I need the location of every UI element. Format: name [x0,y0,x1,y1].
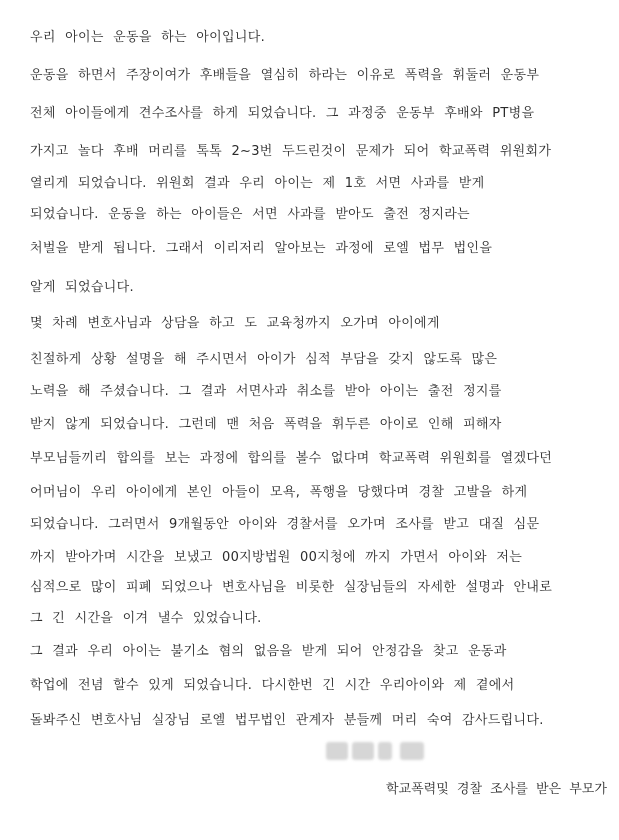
letter-line: 그 결과 우리 아이는 불기소 혐의 없음을 받게 되어 안정감을 찾고 운동과 [30,644,507,659]
letter-line: 돌봐주신 변호사님 실장님 로엘 법무법인 관계자 분들께 머리 숙여 감사드립니다. [30,713,544,728]
letter-line: 운동을 하면서 주장이여가 후배들을 열심히 하라는 이유로 폭력을 휘둘러 운동부 [30,68,540,83]
letter-line: 학업에 전념 할수 있게 되었습니다. 다시한번 긴 시간 우리아이와 제 곁에서 [30,678,515,693]
redacted-name [326,738,426,764]
letter-line: 알게 되었습니다. [30,280,134,295]
letter-line: 우리 아이는 운동을 하는 아이입니다. [30,30,266,45]
letter-line: 전체 아이들에게 견수조사를 하게 되었습니다. 그 과정중 운동부 후배와 PT병을 [30,106,535,121]
letter-line: 그 긴 시간을 이겨 낼수 있었습니다. [30,611,262,626]
letter-line: 처벌을 받게 됩니다. 그래서 이리저리 알아보는 과정에 로엘 법무 법인을 [30,241,493,256]
letter-line: 몇 차례 변호사님과 상담을 하고 도 교육청까지 오가며 아이에게 [30,316,440,331]
letter-line: 받지 않게 되었습니다. 그런데 맨 처음 폭력을 휘두른 아이로 인해 피해자 [30,417,502,432]
letter-line: 가지고 놀다 후배 머리를 톡톡 2~3번 두드린것이 문제가 되어 학교폭력 위원회가 [30,144,552,159]
letter-line: 어머님이 우리 아이에게 본인 아들이 모욕, 폭행을 당했다며 경찰 고발을 하게 [30,485,528,500]
letter-line: 열리게 되었습니다. 위원회 결과 우리 아이는 제 1호 서면 사과를 받게 [30,176,485,191]
letter-line: 부모님들끼리 합의를 보는 과정에 합의를 볼수 없다며 학교폭력 위원회를 열겠다던 [30,451,553,466]
letter-line: 되었습니다. 운동을 하는 아이들은 서면 사과를 받아도 출전 정지라는 [30,207,470,222]
letter-line: 되었습니다. 그러면서 9개월동안 아이와 경찰서를 오가며 조사를 받고 대질 심문 [30,517,540,532]
letter-line: 심적으로 많이 피폐 되었으나 변호사님을 비롯한 실장님들의 자세한 설명과 안내로 [30,580,553,595]
signature: 학교폭력및 경찰 조사를 받은 부모가 [386,782,607,797]
letter-line: 까지 받아가며 시간을 보냈고 00지방법원 00지청에 까지 가면서 아이와 저는 [30,550,523,565]
letter-line: 친절하게 상황 설명을 해 주시면서 아이가 심적 부담을 갖지 않도록 많은 [30,352,498,367]
letter-line: 노력을 해 주셨습니다. 그 결과 서면사과 취소를 받아 아이는 출전 정지를 [30,384,502,399]
